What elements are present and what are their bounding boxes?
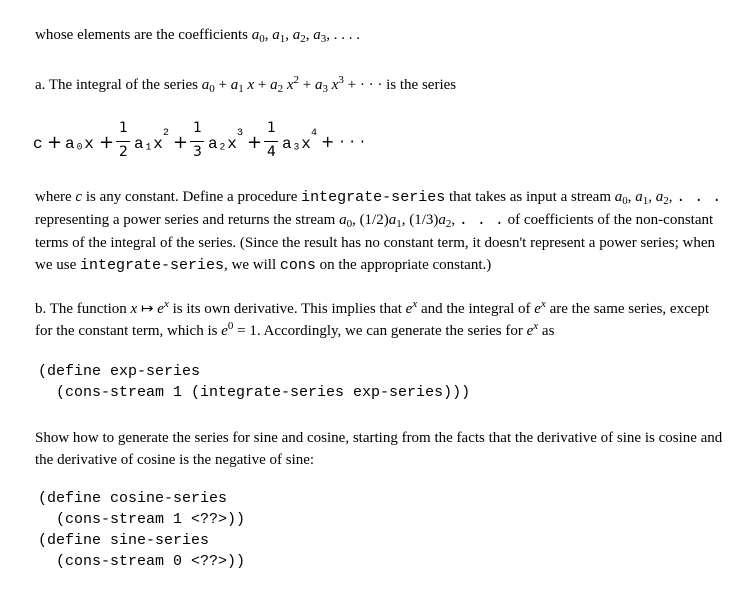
part-a-paragraph: where c is any constant. Define a procedure integrate-series that takes as input a stream $a_0$, $a_1$, $a_2$, . . . representing a power series and returns the stream $a_0$, $(1/2)a_1$, $(1/3)a_2$, . . . of coefficients of the non-constant terms of the integral of the series. (Since the result has no constant term, it doesn't represent a power series; when we use integrate-series, we will cons on the appropriate constant.) xyxy=(35,189,722,274)
frac1-den: 2 xyxy=(119,144,128,160)
frac3-num: 1 xyxy=(267,120,276,136)
frac1-bar xyxy=(116,141,130,142)
code-line: (define cosine-series xyxy=(38,490,228,507)
code-line: (cons-stream 0 <??>)) xyxy=(38,553,246,570)
frac2-den: 3 xyxy=(193,144,202,160)
formula-pow4: 4 xyxy=(311,128,318,139)
formula-plus-4: + xyxy=(247,132,263,153)
code-line: (define exp-series xyxy=(38,363,201,380)
formula-a2x3: a₂x xyxy=(208,135,237,153)
part-a-intro: a. The integral of the series $a_0 + a_1$ $x + a_2$ $x^2 + a_3$ $x^3$ + · · · is the series xyxy=(35,74,457,95)
frac3-den: 4 xyxy=(267,144,276,160)
formula-plus-1: + xyxy=(47,132,63,153)
formula-plus-3: + xyxy=(173,132,189,153)
integral-series-formula xyxy=(33,118,433,166)
frac1-num: 1 xyxy=(119,120,128,136)
code-line: (cons-stream 1 (integrate-series exp-series))) xyxy=(38,384,471,401)
formula-pow3: 3 xyxy=(237,128,244,139)
code-line: (cons-stream 1 <??>)) xyxy=(38,511,246,528)
frac2-bar xyxy=(190,141,204,142)
coefficients-line: whose elements are the coefficients $a_0$, $a_1$, $a_2$, $a_3$, . . . . xyxy=(35,27,360,45)
formula-a3x4: a₃x xyxy=(282,135,311,153)
formula-c: c xyxy=(33,135,43,153)
code-line: (define sine-series xyxy=(38,532,210,549)
frac3-bar xyxy=(264,141,278,142)
formula-tail: + · · · xyxy=(321,132,365,151)
sine-cosine-paragraph: Show how to generate the series for sine and cosine, starting from the facts that the derivative of sine is cosine and the derivative of cosine is the negative of sine: xyxy=(35,430,723,468)
formula-a0x: a₀x xyxy=(65,135,94,153)
sine-cosine-code xyxy=(38,488,245,572)
formula-pow2: 2 xyxy=(163,128,170,139)
formula-a1x2: a₁x xyxy=(134,135,163,153)
exp-series-code xyxy=(38,361,470,403)
part-b-paragraph: b. The function x ↦ $e^x$ is its own derivative. This implies that $e^x$ and the integral of $e^x$ are the same series, except for the constant term, which is $e^0 = 1$. Accordingly, we can generate the series for $e^x$ as xyxy=(35,298,710,339)
frac2-num: 1 xyxy=(193,120,202,136)
formula-plus-2: + xyxy=(99,132,115,153)
